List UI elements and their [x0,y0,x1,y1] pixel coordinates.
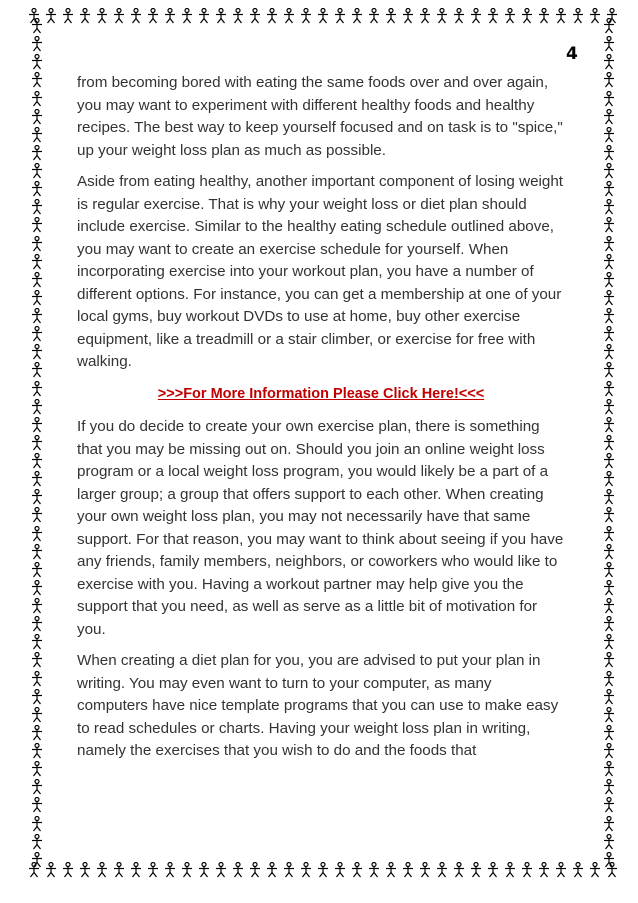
stick-figure-icon [198,8,210,24]
stick-figure-icon [31,779,43,795]
stick-figure-icon [31,580,43,596]
stick-figure-icon [31,145,43,161]
stick-figure-icon [538,862,550,878]
stick-figure-icon [572,8,584,24]
stick-figure-icon [603,91,615,107]
stick-figure-icon [334,862,346,878]
stick-figure-icon [603,417,615,433]
stick-figure-icon [555,862,567,878]
stick-figure-icon [555,8,567,24]
stick-figure-icon [334,8,346,24]
stick-figure-icon [31,272,43,288]
page-number: 4 [566,44,578,64]
stick-figure-icon [249,8,261,24]
stick-figure-icon [31,707,43,723]
stick-figure-icon [317,862,329,878]
stick-figure-icon [31,634,43,650]
stick-figure-icon [402,8,414,24]
stick-figure-icon [521,8,533,24]
stick-figure-icon [283,862,295,878]
stick-figure-icon [470,8,482,24]
stick-figure-icon [31,54,43,70]
stick-figure-icon [603,652,615,668]
stick-figure-icon [31,816,43,832]
stick-figure-icon [603,852,615,868]
stick-figure-icon [31,562,43,578]
paragraph-3: If you do decide to create your own exercise plan, there is something that you may be missing out on. Should you join an online weight loss program or a local weight loss program, you would likely be a part of a larger group; a group that offers support to each other. When creating your own weight loss plan, you may not necessarily have that same support. For that reason, you may want to think about seeing if you have any friends, family members, neighbors, or coworkers who would like to exercise with you. Having a workout partner may help give you the support that you need, as well as serve as a little bit of motivation for you. [77,418,564,638]
stick-figure-icon [31,453,43,469]
stick-figure-icon [504,8,516,24]
stick-figure-icon [419,8,431,24]
stick-figure-icon [487,862,499,878]
stick-figure-icon [96,862,108,878]
stick-figure-icon [232,8,244,24]
stick-figure-icon [31,797,43,813]
stick-figure-icon [31,72,43,88]
stick-figure-icon [603,236,615,252]
stick-figure-icon [603,453,615,469]
stick-figure-icon [603,435,615,451]
stick-figure-icon [603,580,615,596]
stick-figure-icon [603,290,615,306]
stick-figure-icon [436,862,448,878]
stick-figure-icon [385,862,397,878]
stick-figure-icon [215,8,227,24]
stick-figure-icon [603,797,615,813]
stick-figure-icon [300,862,312,878]
stick-figure-icon [266,862,278,878]
stick-figure-icon [198,862,210,878]
stick-figure-icon [351,8,363,24]
stick-figure-icon [130,8,142,24]
stick-figure-icon [603,163,615,179]
stick-figure-icon [436,8,448,24]
stick-figure-icon [603,816,615,832]
stick-figure-icon [31,544,43,560]
stick-figure-icon [31,344,43,360]
stick-figure-icon [572,862,584,878]
stick-figure-icon [181,8,193,24]
stick-figure-icon [603,562,615,578]
stick-figure-icon [31,526,43,542]
stick-figure-icon [31,399,43,415]
stick-figure-icon [31,254,43,270]
stick-figure-icon [453,862,465,878]
stick-figure-icon [266,8,278,24]
stick-figure-icon [603,145,615,161]
stick-figure-icon [164,862,176,878]
bottom-border [28,862,618,880]
stick-figure-icon [603,181,615,197]
stick-figure-icon [603,689,615,705]
stick-figure-icon [31,36,43,52]
stick-figure-icon [603,725,615,741]
stick-figure-icon [31,236,43,252]
stick-figure-icon [603,326,615,342]
stick-figure-icon [504,862,516,878]
stick-figure-icon [603,616,615,632]
stick-figure-icon [470,862,482,878]
stick-figure-icon [402,862,414,878]
stick-figure-icon [62,8,74,24]
stick-figure-icon [538,8,550,24]
stick-figure-icon [31,435,43,451]
stick-figure-icon [603,272,615,288]
stick-figure-icon [603,109,615,125]
stick-figure-icon [603,362,615,378]
stick-figure-icon [521,862,533,878]
stick-figure-icon [603,72,615,88]
stick-figure-icon [603,761,615,777]
stick-figure-icon [31,199,43,215]
stick-figure-icon [31,598,43,614]
stick-figure-icon [147,8,159,24]
stick-figure-icon [385,8,397,24]
stick-figure-icon [603,489,615,505]
stick-figure-icon [31,671,43,687]
stick-figure-icon [603,471,615,487]
stick-figure-icon [147,862,159,878]
stick-figure-icon [45,862,57,878]
stick-figure-icon [31,652,43,668]
stick-figure-icon [453,8,465,24]
stick-figure-icon [603,127,615,143]
stick-figure-icon [31,109,43,125]
stick-figure-icon [31,489,43,505]
stick-figure-icon [31,326,43,342]
stick-figure-icon [96,8,108,24]
document-body [77,72,565,772]
stick-figure-icon [603,743,615,759]
stick-figure-icon [317,8,329,24]
stick-figure-icon [31,471,43,487]
stick-figure-icon [31,18,43,34]
stick-figure-icon [181,862,193,878]
stick-figure-icon [603,507,615,523]
stick-figure-icon [603,526,615,542]
stick-figure-icon [603,36,615,52]
stick-figure-icon [31,362,43,378]
stick-figure-icon [603,199,615,215]
stick-figure-icon [249,862,261,878]
stick-figure-icon [603,707,615,723]
stick-figure-icon [31,507,43,523]
stick-figure-icon [351,862,363,878]
stick-figure-icon [31,417,43,433]
paragraph-4: When creating a diet plan for you, you are advised to put your plan in writing. You may even want to turn to your computer, as many computers have nice template programs that you can use to make easy to read schedules or charts. Having your weight loss plan in writing, namely the exercises that you wish to do and the foods that [77,652,559,759]
stick-figure-icon [603,834,615,850]
stick-figure-icon [603,671,615,687]
stick-figure-icon [31,91,43,107]
stick-figure-icon [31,163,43,179]
stick-figure-icon [232,862,244,878]
stick-figure-icon [487,8,499,24]
stick-figure-icon [603,54,615,70]
stick-figure-icon [31,181,43,197]
stick-figure-icon [79,8,91,24]
left-border [28,18,46,868]
stick-figure-icon [31,308,43,324]
stick-figure-icon [31,616,43,632]
paragraph-2: Aside from eating healthy, another important component of losing weight is regular exercise. That is why your weight loss or diet plan should include exercise. Similar to the healthy eating schedule outlined above, you may want to create an exercise schedule for yourself. When incorporating exercise into your workout plan, you have a number of different options. For instance, you can get a membership at one of your local gyms, buy workout DVDs to use at home, buy other exercise equipment, like a treadmill or a stair climber, or exercise for free with walking. [77,173,563,370]
stick-figure-icon [31,217,43,233]
stick-figure-icon [31,743,43,759]
stick-figure-icon [164,8,176,24]
stick-figure-icon [603,634,615,650]
stick-figure-icon [300,8,312,24]
stick-figure-icon [368,862,380,878]
top-border [28,8,618,26]
stick-figure-icon [215,862,227,878]
stick-figure-icon [603,779,615,795]
stick-figure-icon [603,217,615,233]
stick-figure-icon [283,8,295,24]
stick-figure-icon [31,381,43,397]
paragraph-1: from becoming bored with eating the same foods over and over again, you may want to experiment with different healthy foods and healthy recipes. The best way to keep yourself focused and on task is to "spice," up your weight loss plan as much as possible. [77,74,563,159]
stick-figure-icon [31,689,43,705]
stick-figure-icon [603,381,615,397]
stick-figure-icon [603,344,615,360]
more-info-link[interactable]: >>>For More Information Please Click Here!<<< [157,385,485,402]
stick-figure-icon [113,862,125,878]
stick-figure-icon [31,725,43,741]
stick-figure-icon [31,127,43,143]
stick-figure-icon [79,862,91,878]
stick-figure-icon [603,598,615,614]
stick-figure-icon [62,862,74,878]
stick-figure-icon [603,254,615,270]
stick-figure-icon [31,761,43,777]
right-border [600,18,618,868]
stick-figure-icon [31,290,43,306]
stick-figure-icon [419,862,431,878]
stick-figure-icon [130,862,142,878]
stick-figure-icon [603,18,615,34]
stick-figure-icon [31,834,43,850]
stick-figure-icon [603,399,615,415]
more-info-line [77,383,565,406]
stick-figure-icon [113,8,125,24]
stick-figure-icon [45,8,57,24]
stick-figure-icon [603,308,615,324]
stick-figure-icon [603,544,615,560]
stick-figure-icon [368,8,380,24]
stick-figure-icon [31,852,43,868]
